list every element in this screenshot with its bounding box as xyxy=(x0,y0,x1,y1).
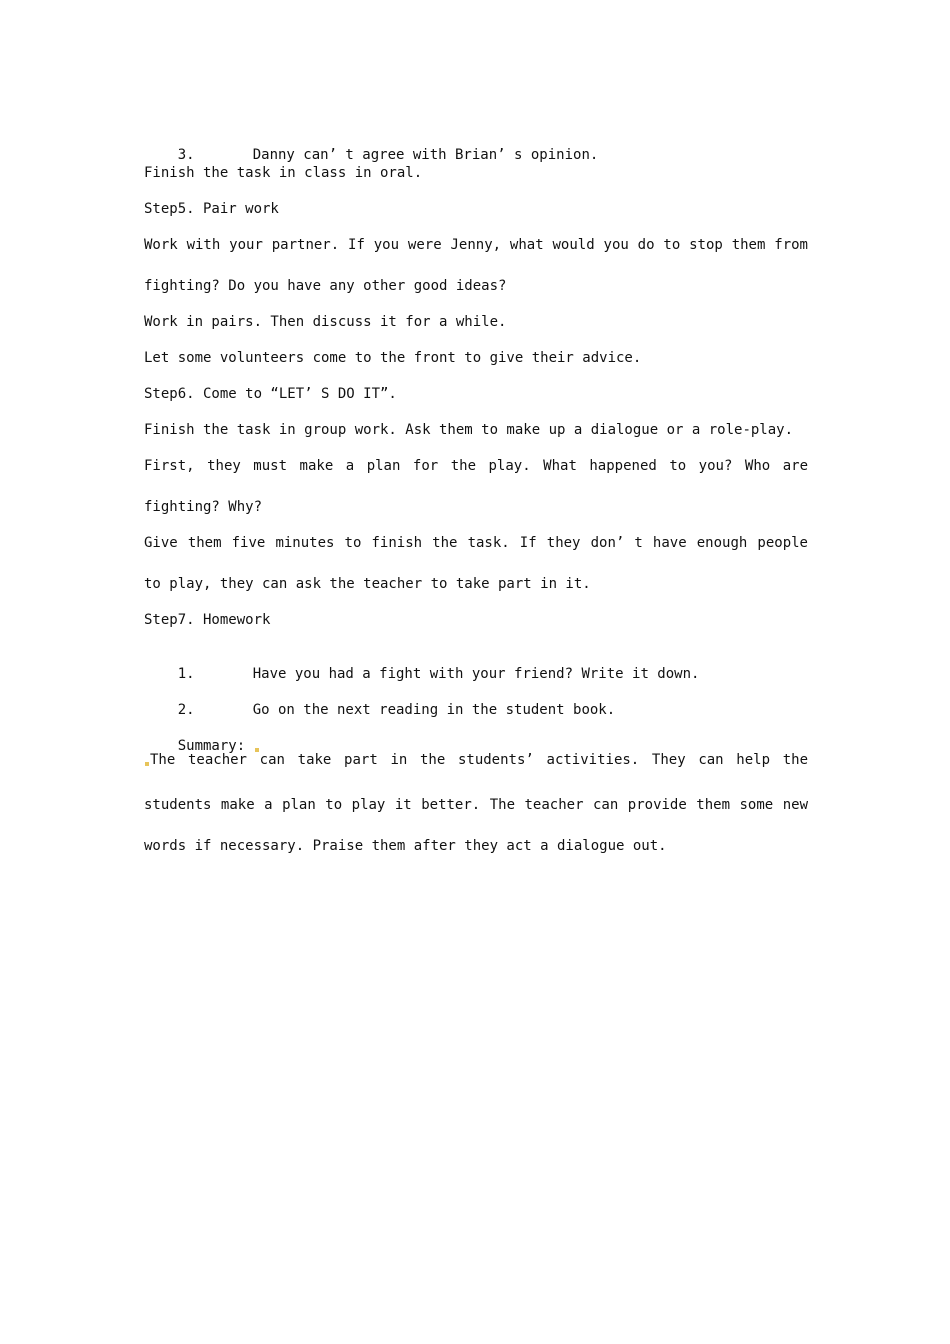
step-heading: Step7. Homework xyxy=(144,612,271,628)
paragraph: Finish the task in class in oral. xyxy=(144,165,423,181)
list-number: 1. xyxy=(177,666,195,682)
paragraph: fighting? Do you have any other good ideas? xyxy=(144,278,507,294)
paragraph: fighting? Why? xyxy=(144,499,263,515)
summary-paragraph xyxy=(144,751,808,769)
step-heading: Step5. Pair work xyxy=(144,201,279,217)
summary-label: Summary: xyxy=(177,738,246,754)
list-number: 3. xyxy=(177,147,195,163)
list-text: Danny can’ t agree with Brian’ s opinion. xyxy=(252,147,599,163)
list-number: 2. xyxy=(177,702,195,718)
paragraph: Work with your partner. If you were Jenny, what would you do to stop them from xyxy=(144,237,808,253)
list-text: Have you had a fight with your friend? Write it down. xyxy=(252,666,700,682)
paragraph: First, they must make a plan for the play. What happened to you? Who are xyxy=(144,458,808,474)
edit-mark-icon xyxy=(145,762,149,766)
paragraph: Let some volunteers come to the front to give their advice. xyxy=(144,350,642,366)
paragraph: to play, they can ask the teacher to take part in it. xyxy=(144,576,591,592)
step-heading: Step6. Come to “LET’ S DO IT”. xyxy=(144,386,397,402)
summary-paragraph: students make a plan to play it better. The teacher can provide them some new xyxy=(144,797,808,813)
summary-paragraph: words if necessary. Praise them after they act a dialogue out. xyxy=(144,838,667,854)
summary-text: The teacher can take part in the students’ activities. They can help the xyxy=(150,752,808,768)
paragraph: Give them five minutes to finish the task. If they don’ t have enough people xyxy=(144,535,808,551)
document-page xyxy=(144,0,808,1344)
paragraph: Finish the task in group work. Ask them to make up a dialogue or a role-play. xyxy=(144,422,794,438)
list-text: Go on the next reading in the student book. xyxy=(252,702,616,718)
paragraph: Work in pairs. Then discuss it for a while. xyxy=(144,314,507,330)
